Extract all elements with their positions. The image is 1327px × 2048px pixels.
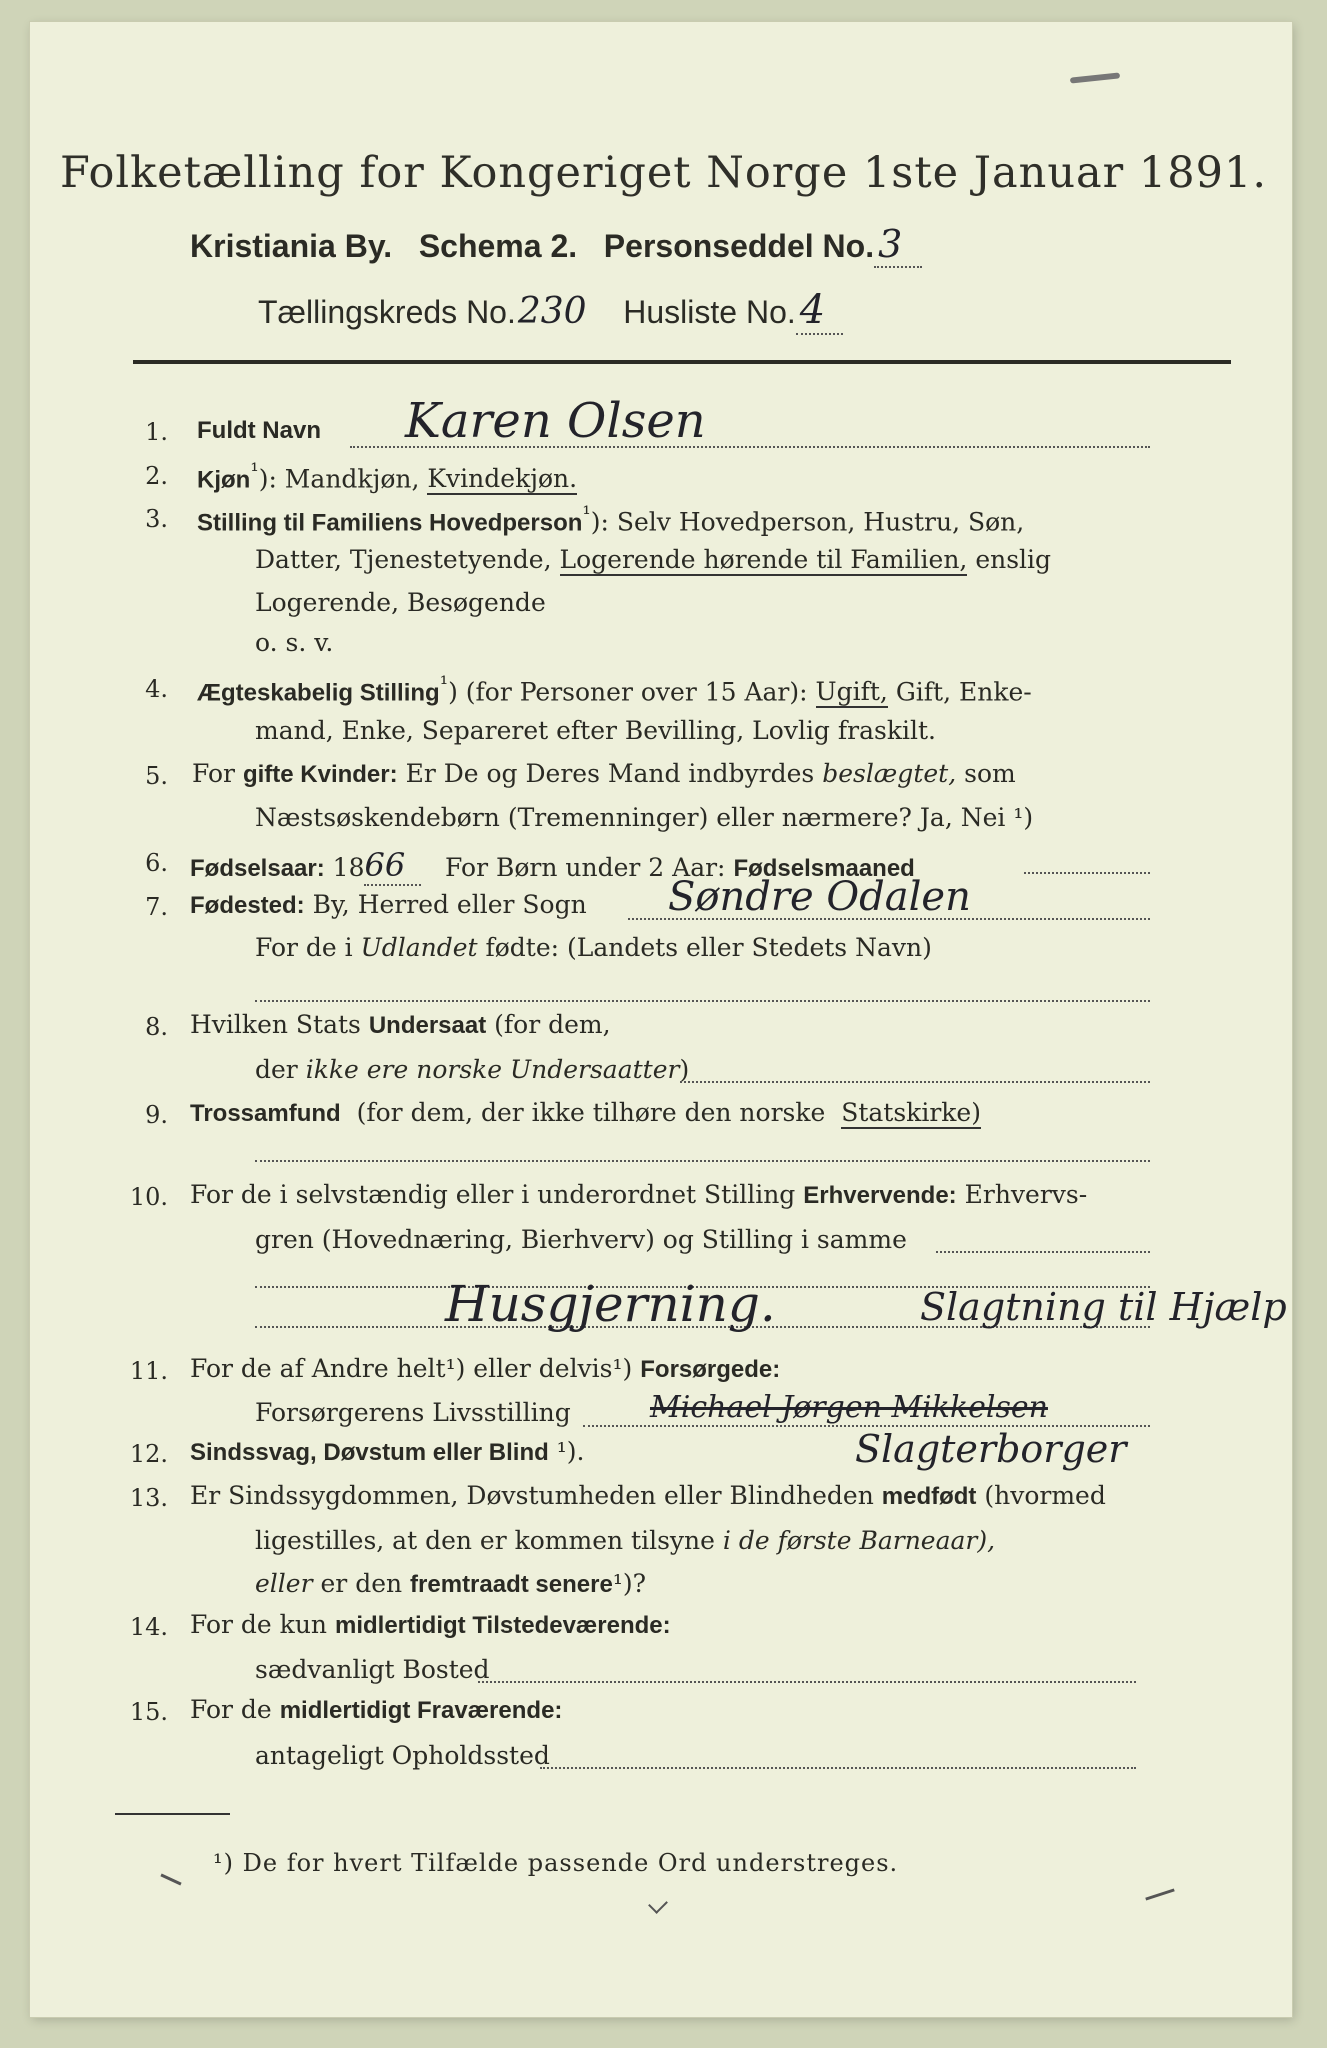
- item-13-line-2: ligestilles, at den er kommen tilsyne i de første Barneaar),: [255, 1526, 996, 1555]
- item-2-text: Kjøn$^{^1}$): Mandkjøn, Kvindekjøn.: [197, 459, 578, 494]
- item-number: 2.: [145, 462, 168, 490]
- dotted-line: [478, 1681, 1136, 1683]
- header-line-3: [258, 287, 843, 333]
- dotted-line: [255, 1000, 1150, 1002]
- item-14-line-1: For de kun midlertidigt Tilstedeværende:: [190, 1610, 671, 1639]
- personseddel-label: Personseddel No.: [603, 228, 875, 264]
- item-10-line-2: gren (Hovednæring, Bierhverv) og Stilling i samme: [255, 1225, 907, 1254]
- selected-sex-option: Kvindekjøn.: [427, 464, 578, 494]
- item-4-line-2: mand, Enke, Separeret efter Bevilling, Lovlig fraskilt.: [255, 716, 936, 745]
- item-11-line-2: Forsørgerens Livsstilling: [255, 1398, 571, 1427]
- item-13-line-1: Er Sindssygdommen, Døvstumheden eller Blindheden medfødt (hvormed: [190, 1481, 1106, 1510]
- selected-family-option: Logerende hørende til Familien,: [559, 545, 968, 574]
- kreds-label: Tællingskreds No.: [258, 294, 516, 330]
- form-title: Folketælling for Kongeriget Norge 1ste Januar 1891.: [59, 148, 1267, 198]
- item-13-line-3: eller er den fremtraadt senere¹)?: [255, 1569, 646, 1598]
- item-number: 15.: [129, 1698, 168, 1726]
- item-3-line-3: Logerende, Besøgende: [255, 588, 546, 617]
- item-1-label: Fuldt Navn: [197, 417, 321, 444]
- birth-year-value: 66: [364, 846, 421, 886]
- item-9-text: Trossamfund (for dem, der ikke tilhøre den norske Statskirke): [190, 1098, 981, 1127]
- person-number: 3: [874, 222, 922, 268]
- selected-marital-option: Ugift,: [815, 677, 888, 707]
- item-number: 7.: [145, 893, 168, 921]
- item-number: 14.: [129, 1613, 168, 1641]
- item-5-line-1: For gifte Kvinder: Er De og Deres Mand indbyrdes beslægtet, som: [192, 759, 1016, 788]
- item-3-line-1: Stilling til Familiens Hovedperson$^{^1}$): Selv Hovedperson, Hustru, Søn,: [197, 502, 1025, 537]
- item-10-line-1: For de i selvstændig eller i underordnet Stilling Erhvervende: Erhvervs-: [190, 1180, 1088, 1209]
- birthplace-value: Søndre Odalen: [668, 874, 971, 920]
- item-14-line-2: sædvanligt Bosted: [255, 1655, 490, 1684]
- schema-label: Schema 2.: [418, 228, 578, 264]
- dotted-line: [680, 1081, 1150, 1083]
- full-name-value: Karen Olsen: [405, 393, 706, 449]
- kreds-number: 230: [517, 291, 587, 332]
- footnote-text: ¹) De for hvert Tilfælde passende Ord understreges.: [213, 1849, 899, 1877]
- item-6-text: Fødselsaar: 1866 For Børn under 2 Aar: Fødselsmaaned: [190, 846, 915, 884]
- item-4-line-1: Ægteskabelig Stilling$^{^1}$) (for Personer over 15 Aar): Ugift, Gift, Enke-: [197, 672, 1032, 707]
- item-11-line-1: For de af Andre helt¹) eller delvis¹) Forsørgede:: [190, 1354, 781, 1383]
- item-number: 4.: [145, 675, 168, 703]
- provider-occupation-value: Slagterborger: [855, 1427, 1127, 1471]
- item-number: 3.: [145, 505, 168, 533]
- item-number: 8.: [145, 1013, 168, 1041]
- struck-provider-text: Michael Jørgen Mikkelsen: [650, 1390, 1048, 1425]
- dotted-line: [936, 1251, 1150, 1253]
- header-rule: [133, 360, 1231, 364]
- dotted-line: [255, 1160, 1150, 1162]
- item-number: 9.: [145, 1101, 168, 1129]
- item-number: 6.: [145, 849, 168, 877]
- city-label: Kristiania By.: [190, 228, 393, 264]
- item-number: 5.: [145, 762, 168, 790]
- item-5-line-2: Næstsøskendebørn (Tremenninger) eller nærmere? Ja, Nei ¹): [255, 803, 1034, 832]
- item-12-text: Sindssvag, Døvstum eller Blind ¹).: [190, 1437, 585, 1466]
- item-number: 13.: [129, 1484, 168, 1512]
- item-8-line-1: Hvilken Stats Undersaat (for dem,: [190, 1010, 611, 1039]
- header-line-2: [190, 222, 922, 266]
- item-number: 12.: [129, 1440, 168, 1468]
- dotted-line: [1024, 872, 1150, 874]
- item-number: 11.: [129, 1357, 168, 1385]
- item-3-line-4: o. s. v.: [255, 628, 334, 657]
- husliste-label: Husliste No.: [623, 294, 796, 330]
- item-15-line-2: antageligt Opholdssted: [255, 1741, 550, 1770]
- item-7-line-2: For de i Udlandet fødte: (Landets eller Stedets Navn): [255, 933, 932, 962]
- item-8-line-2: der ikke ere norske Undersaatter): [255, 1055, 690, 1084]
- item-7-line-1: Fødested: By, Herred eller Sogn: [190, 890, 587, 919]
- item-15-line-1: For de midlertidigt Fraværende:: [190, 1695, 563, 1724]
- husliste-number: 4: [796, 287, 843, 335]
- selected-faith-option: Statskirke): [841, 1098, 981, 1127]
- item-number: 10.: [129, 1183, 168, 1211]
- footnote-rule: [115, 1813, 230, 1815]
- occupation-value: Husgjerning.: [445, 1275, 776, 1333]
- occupation-value-2: Slagtning til Hjælp: [920, 1285, 1287, 1329]
- dotted-line: [540, 1767, 1136, 1769]
- item-3-line-2: Datter, Tjenestetyende, Logerende hørende til Familien, enslig: [255, 545, 1052, 574]
- item-number: 1.: [145, 418, 168, 446]
